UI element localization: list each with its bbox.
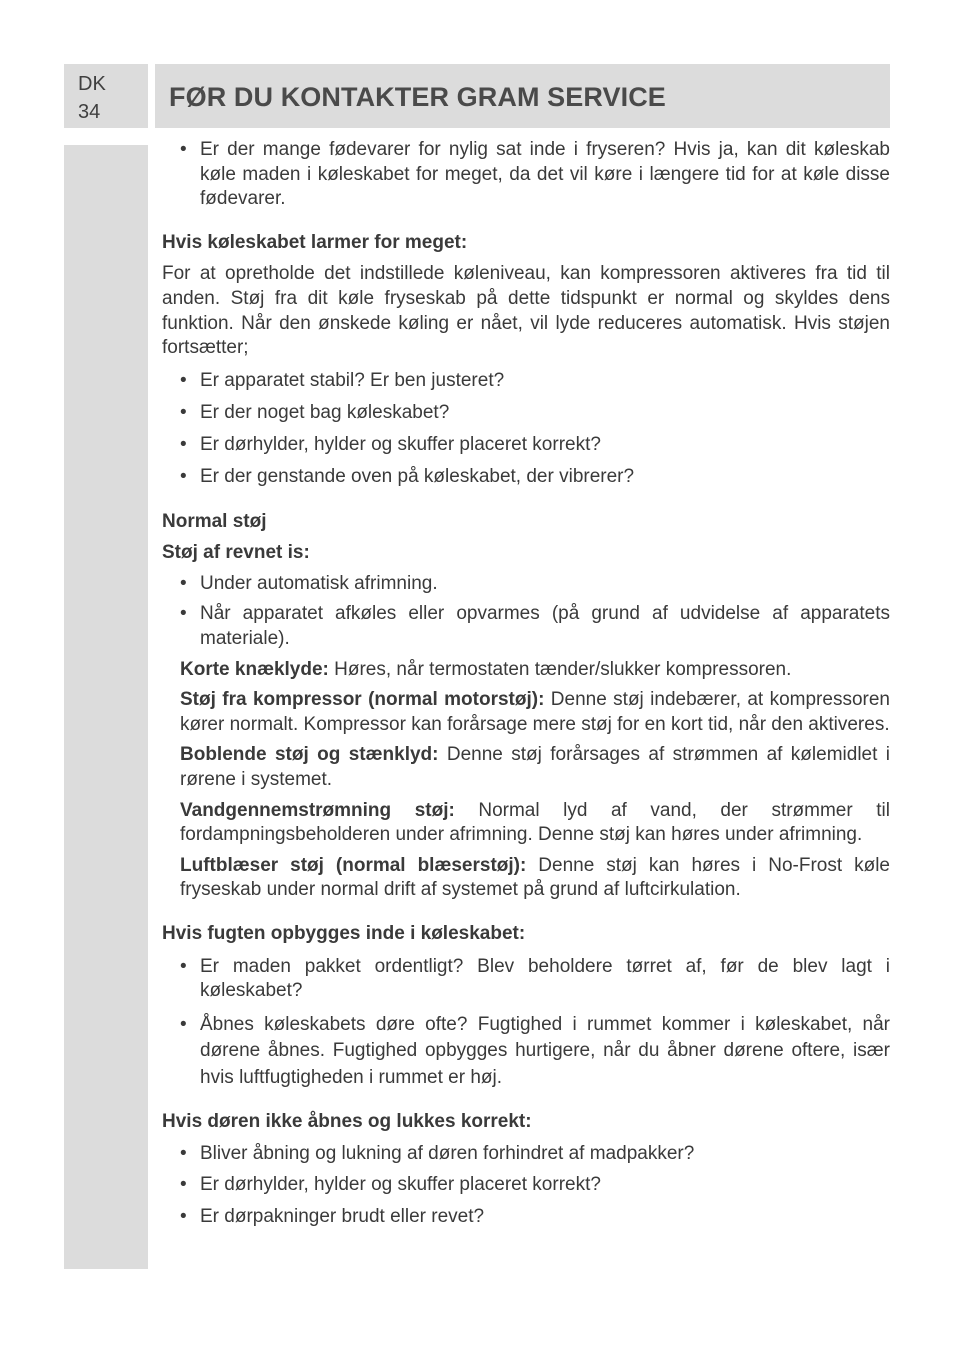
noise-description: Høres, når termostaten tænder/slukker kompressoren. [328, 658, 792, 680]
noise-term: Vandgennemstrømning støj: [180, 799, 455, 821]
section-heading-door: Hvis døren ikke åbnes og lukkes korrekt: [162, 1111, 532, 1133]
page-title: FØR DU KONTAKTER GRAM SERVICE [169, 82, 666, 112]
list-item: • Er der genstande oven på køleskabet, der vibrerer? [162, 465, 890, 490]
ice-list [162, 572, 890, 652]
list-item: • Er dørpakninger brudt eller revet? [162, 1205, 890, 1230]
noise-item [162, 854, 890, 903]
list-item: • Åbnes køleskabets døre ofte? Fugtighed i rummet kommer i køleskabet, når dørene åbnes. Fugtighed opbygges hurtigere, når du åbner dørene oftere, især hvis luftfugtigheden i rummet er høj. [162, 1012, 890, 1092]
noise-description: Denne støj kan høres i No-Frost køle fryseskab under normal drift af systemet på grund af luftcirkulation. [180, 854, 890, 901]
noise-item [162, 743, 890, 792]
page-content [162, 138, 890, 1230]
noise-list [162, 369, 890, 490]
list-item: • Bliver åbning og lukning af døren forhindret af madpakker? [162, 1142, 890, 1167]
section-header [155, 64, 890, 128]
intro-list [162, 138, 890, 212]
humidity-list [162, 955, 890, 1092]
noise-item [162, 688, 890, 737]
section-heading-humidity: Hvis fugten opbygges inde i køleskabet: [162, 922, 526, 944]
list-item: • Under automatisk afrimning. [162, 572, 890, 597]
list-item: • Er der noget bag køleskabet? [162, 401, 890, 426]
list-item: • Er dørhylder, hylder og skuffer placeret korrekt? [162, 1173, 890, 1198]
language-code: DK [78, 73, 106, 95]
noise-term: Luftblæser støj (normal blæserstøj): [180, 854, 527, 876]
page-label [78, 70, 106, 126]
noise-description: Normal lyd af vand, der strømmer til fordampningsbeholderen under afrimning. Denne støj kan høres under afrimning. [180, 799, 890, 846]
list-item: • Er dørhylder, hylder og skuffer placeret korrekt? [162, 433, 890, 458]
list-item: • Er apparatet stabil? Er ben justeret? [162, 369, 890, 394]
list-item: • Er maden pakket ordentligt? Blev beholdere tørret af, før de blev lagt i køleskabet? [162, 955, 890, 1004]
noise-item [162, 658, 890, 683]
noise-description: Denne støj indebærer, at kompressoren kører normalt. Kompressor kan forårsage mere støj for en kort tid, når den aktiveres. [180, 689, 890, 735]
list-item: • Er der mange fødevarer for nylig sat inde i fryseren? Hvis ja, kan dit køleskab køle maden i køleskabet for meget, da det vil køre i længere tid for at køle disse fødevarer. [162, 138, 890, 212]
noise-paragraph: For at opretholde det indstillede køleniveau, kan kompressoren aktiveres fra tid til anden. Støj fra dit køle fryseskab på dette tidspunkt er normal og skyldes dens funktion. Når den ønskede køling er nået, vil lyde reduceres automatisk. Hvis støjen fortsætter; [162, 263, 890, 359]
section-heading-noise: Hvis køleskabet larmer for meget: [162, 231, 468, 253]
noise-item [162, 799, 890, 848]
section-heading-normal: Normal støj [162, 510, 267, 532]
page-number: 34 [78, 101, 101, 123]
subheading-ice: Støj af revnet is: [162, 542, 310, 564]
noise-term: Korte knæklyde: [180, 658, 329, 680]
door-list [162, 1142, 890, 1230]
page-tab [64, 64, 148, 128]
noise-term: Støj fra kompressor (normal motorstøj): [180, 689, 545, 711]
list-item: • Når apparatet afkøles eller opvarmes (på grund af udvidelse af apparatets materiale). [162, 602, 890, 651]
side-bar [64, 145, 148, 1269]
noise-term: Boblende støj og stænklyd: [180, 744, 439, 766]
noise-description: Denne støj forårsages af strømmen af kølemidlet i rørene i systemet. [180, 744, 890, 790]
